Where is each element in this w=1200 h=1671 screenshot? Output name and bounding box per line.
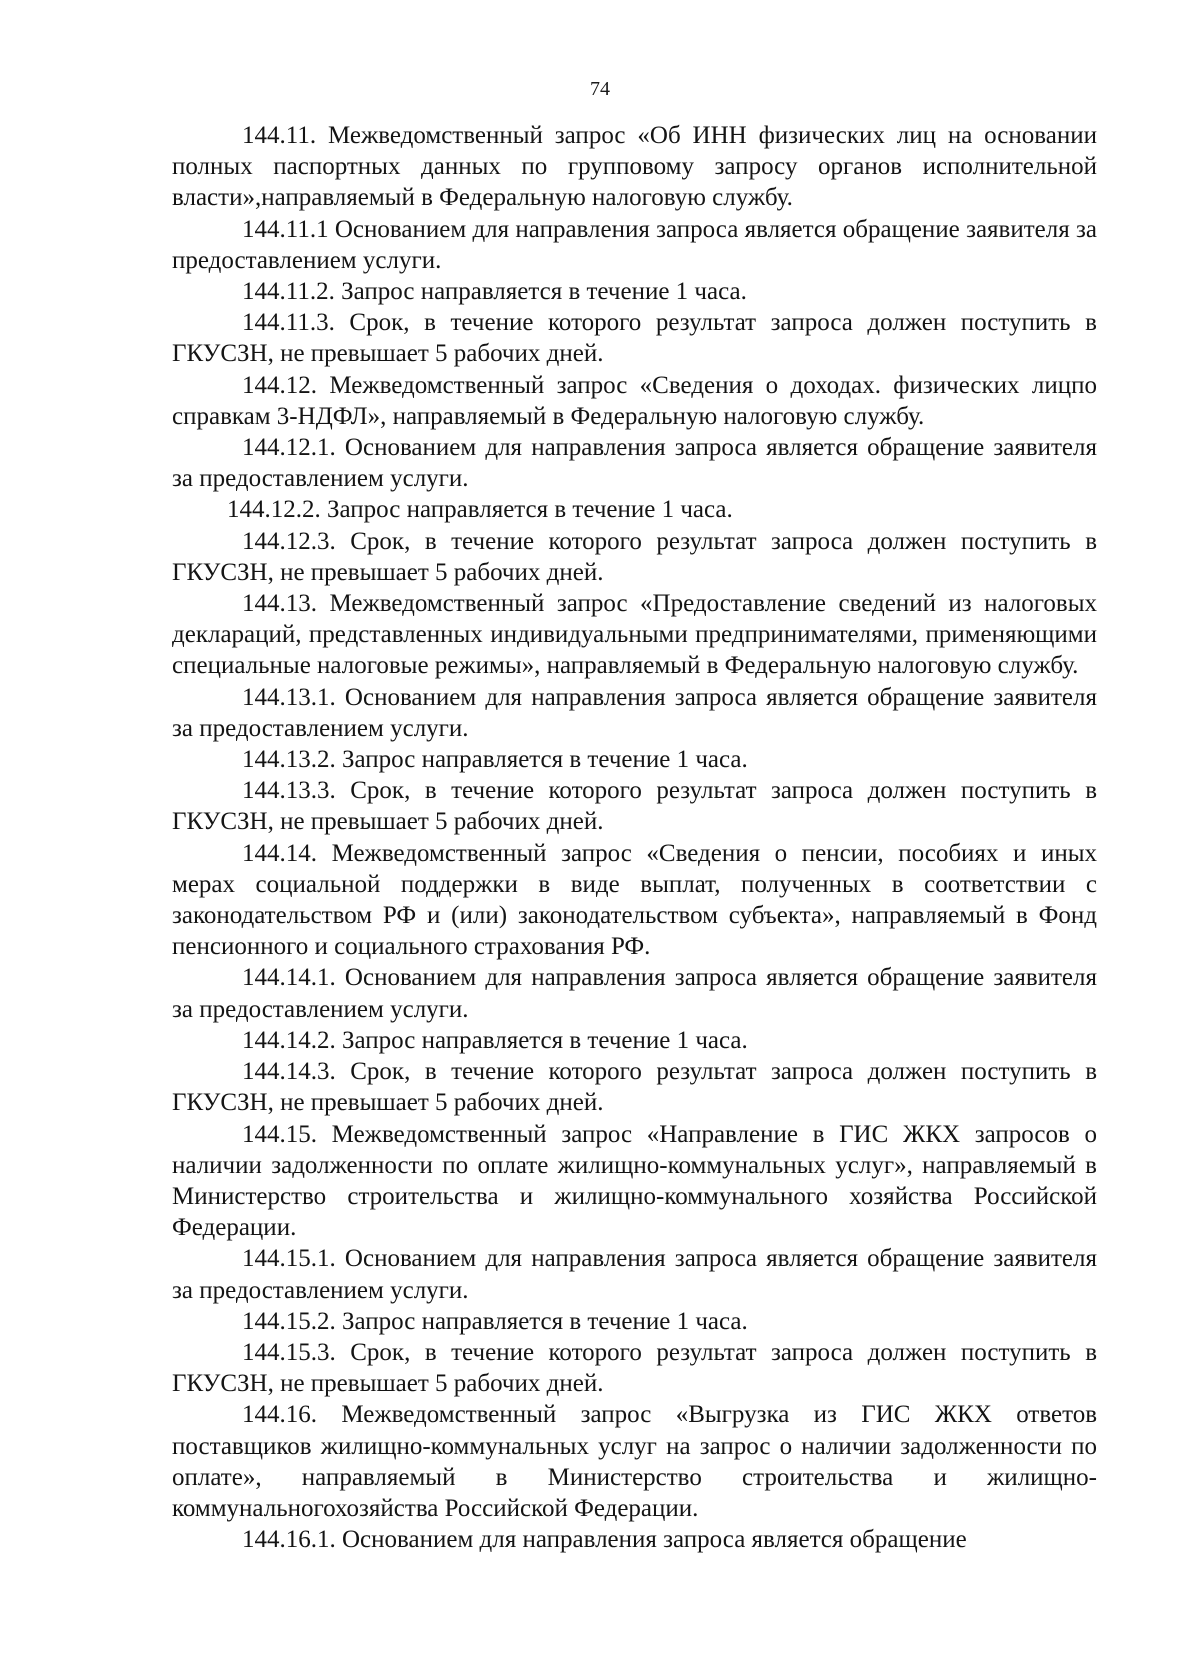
paragraph-144-12-1: 144.12.1. Основанием для направления запроса является обращение заявителя за предоставлением услуги. bbox=[172, 434, 1097, 493]
paragraph-144-14-2: 144.14.2. Запрос направляется в течение 1 часа. bbox=[242, 1026, 748, 1054]
paragraph-144-11-2: 144.11.2. Запрос направляется в течение 1 часа. bbox=[242, 278, 747, 306]
paragraph-144-16-1: 144.16.1. Основанием для направления запроса является обращение bbox=[242, 1526, 967, 1554]
page-number: 74 bbox=[590, 78, 610, 100]
paragraph-144-13: 144.13. Межведомственный запрос «Предоставление сведений из налоговых деклараций, представленных индивидуальными предпринимателями, применяющими специальные налоговые режимы», направляемый в Федеральную налоговую службу. bbox=[172, 590, 1097, 680]
paragraph-144-12: 144.12. Межведомственный запрос «Сведения о доходах. физических лицпо справкам 3-НДФЛ», направляемый в Федеральную налоговую службу. bbox=[172, 371, 1097, 430]
paragraph-144-15: 144.15. Межведомственный запрос «Направление в ГИС ЖКХ запросов о наличии задолженности по оплате жилищно-коммунальных услуг», направляемый в Министерство строительства и жилищно-коммунального хозяйства Российской Федерации. bbox=[172, 1120, 1097, 1242]
paragraph-144-14-3: 144.14.3. Срок, в течение которого результат запроса должен поступить в ГКУСЗН, не превышает 5 рабочих дней. bbox=[172, 1058, 1097, 1117]
paragraph-144-16: 144.16. Межведомственный запрос «Выгрузка из ГИС ЖКХ ответов поставщиков жилищно-коммунальных услуг на запрос о наличии задолженности по оплате», направляемый в Министерство строительства и жилищно-коммунальногохозяйства Российской Федерации. bbox=[172, 1401, 1097, 1522]
paragraph-144-13-3: 144.13.3. Срок, в течение которого результат запроса должен поступить в ГКУСЗН, не превышает 5 рабочих дней. bbox=[172, 777, 1097, 836]
document-body bbox=[172, 120, 1097, 1555]
paragraph-144-15-3: 144.15.3. Срок, в течение которого результат запроса должен поступить в ГКУСЗН, не превышает 5 рабочих дней. bbox=[172, 1338, 1097, 1398]
paragraph-144-11-3: 144.11.3. Срок, в течение которого результат запроса должен поступить в ГКУСЗН, не превышает 5 рабочих дней. bbox=[172, 309, 1097, 368]
paragraph-144-15-2: 144.15.2. Запрос направляется в течение 1 часа. bbox=[242, 1307, 748, 1335]
paragraph-144-13-2: 144.13.2. Запрос направляется в течение 1 часа. bbox=[242, 746, 748, 774]
paragraph-144-14-1: 144.14.1. Основанием для направления запроса является обращение заявителя за предоставлением услуги. bbox=[172, 964, 1097, 1023]
paragraph-144-11: 144.11. Межведомственный запрос «Об ИНН физических лиц на основании полных паспортных данных по групповому запросу органов исполнительной власти»,направляемый в Федеральную налоговую службу. bbox=[172, 122, 1097, 212]
paragraph-144-12-3: 144.12.3. Срок, в течение которого результат запроса должен поступить в ГКУСЗН, не превышает 5 рабочих дней. bbox=[172, 527, 1097, 586]
paragraph-144-15-1: 144.15.1. Основанием для направления запроса является обращение заявителя за предоставлением услуги. bbox=[172, 1245, 1097, 1304]
paragraph-144-11-1: 144.11.1 Основанием для направления запроса является обращение заявителя за предоставлением услуги. bbox=[172, 215, 1097, 274]
paragraph-144-14: 144.14. Межведомственный запрос «Сведения о пенсии, пособиях и иных мерах социальной поддержки в виде выплат, полученных в соответствии с законодательством РФ и (или) законодательством субъекта», направляемый в Фонд пенсионного и социального страхования РФ. bbox=[172, 839, 1097, 961]
paragraph-144-12-2: 144.12.2. Запрос направляется в течение 1 часа. bbox=[227, 496, 733, 524]
paragraph-144-13-1: 144.13.1. Основанием для направления запроса является обращение заявителя за предоставлением услуги. bbox=[172, 683, 1097, 742]
